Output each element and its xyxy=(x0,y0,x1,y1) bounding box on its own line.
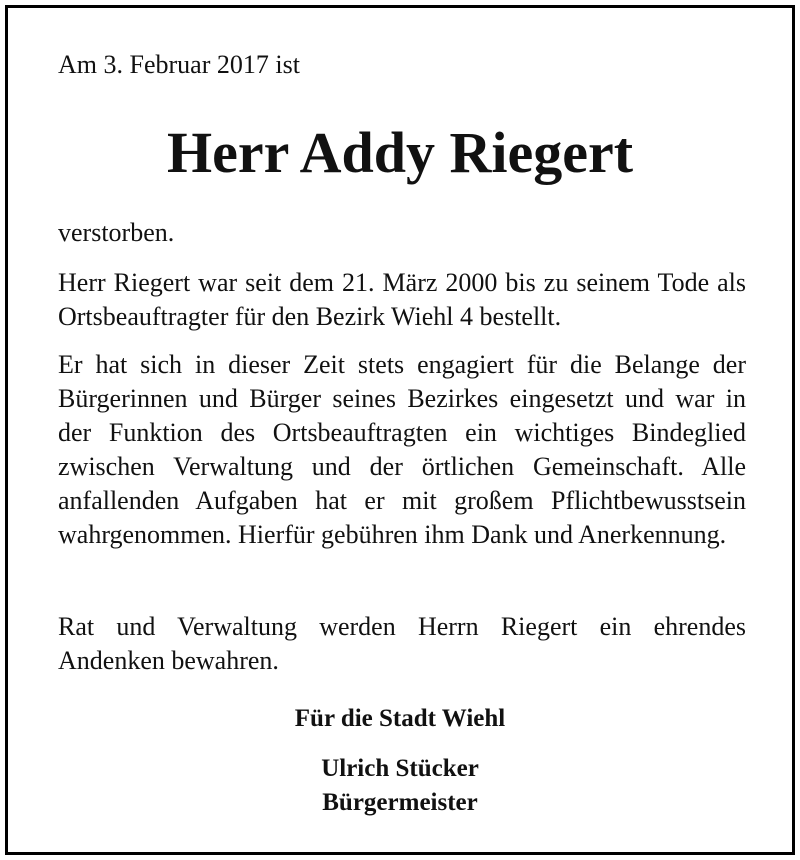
signature-title: Bürgermeister xyxy=(322,789,478,816)
obituary-notice xyxy=(5,5,795,855)
intro-line: Am 3. Februar 2017 ist xyxy=(58,50,300,79)
deceased-name: Herr Addy Riegert xyxy=(166,120,634,185)
signature-name: Ulrich Stücker xyxy=(321,755,479,782)
paragraph-text: Rat und Verwaltung werden Herrn Riegert ein ehrendes Andenken bewahren. xyxy=(58,612,746,675)
paragraph-deceased xyxy=(58,216,746,250)
paragraph-office xyxy=(58,266,746,334)
paragraph-text: Er hat sich in dieser Zeit stets engagiert für die Belange der Bürgerinnen und Bürger seines Bezirkes eingesetzt und war in der Funktion des Ortsbeauftragten ein wichtiges Bindeglied zwischen Verwaltung und der örtlichen Gemeinschaft. Alle anfallenden Aufgaben hat er mit großem Pflichtbewusstsein wahrgenommen. Hierfür gebühren ihm Dank und Anerkennung. xyxy=(58,350,746,549)
signature-organization: Für die Stadt Wiehl xyxy=(294,705,506,732)
paragraph-text: Herr Riegert war seit dem 21. März 2000 bis zu seinem Tode als Ortsbeauftragter für den Bezirk Wiehl 4 bestellt. xyxy=(58,268,746,331)
paragraph-merits xyxy=(58,348,746,552)
paragraph-remembrance xyxy=(58,610,746,678)
paragraph-text: verstorben. xyxy=(58,218,175,247)
